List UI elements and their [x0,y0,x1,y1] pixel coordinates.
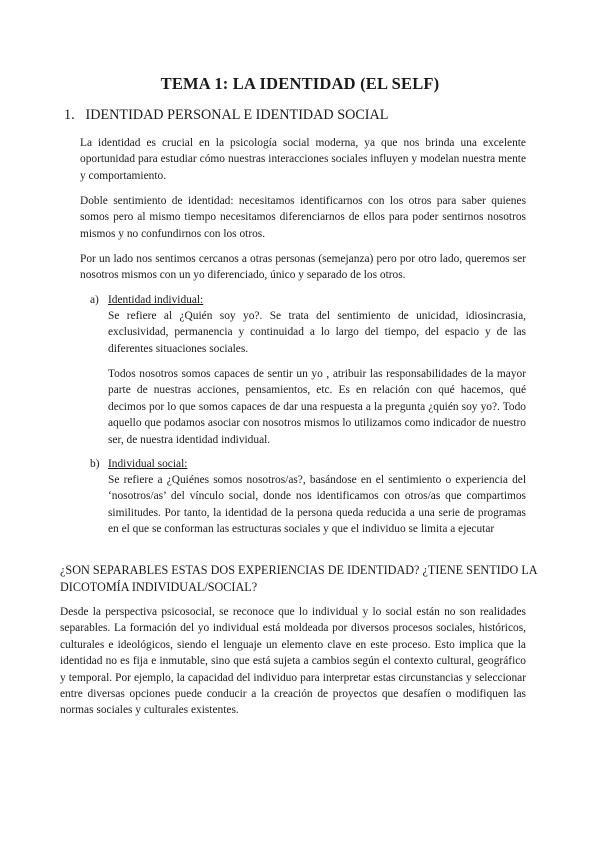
subsection-a-marker: a) [90,294,99,306]
subsection-a-paragraph-1: Se refiere al ¿Quién soy yo?. Se trata del sentimiento de unicidad, idiosincrasia, exclusividad, permanencia y continuidad a lo largo del tiempo, del espacio y de las diferentes situaciones sociales. [108,310,526,355]
subsection-a-title: Identidad individual: [108,294,204,306]
question-heading: ¿SON SEPARABLES ESTAS DOS EXPERIENCIAS DE IDENTIDAD? ¿TIENE SENTIDO LA DICOTOMÍA INDIVIDUAL/SOCIAL? [60,563,537,594]
section-number: 1. [64,107,75,123]
intro-paragraph-3: Por un lado nos sentimos cercanos a otras personas (semejanza) pero por otro lado, queremos ser nosotros mismos con un yo diferenciado, único y separado de los otros. [80,253,526,282]
subsection-b-heading [90,456,188,472]
closing-paragraph: Desde la perspectiva psicosocial, se reconoce que lo individual y lo social están no son realidades separables. La formación del yo individual está moldeada por diversos procesos sociales, históricos, culturales e ideológicos, siendo el lenguaje un elemento clave en este proceso. Esto implica que la identidad no es fija e inmutable, sino que está sujeta a cambios según el contexto cultural, geográfico y temporal. Por ejemplo, la capacidad del individuo para interpretar estas circunstancias y seleccionar entre diversas opciones puede conducir a la creación de proyectos que desafíen o modifiquen las normas sociales y culturales existentes. [60,606,526,717]
subsection-b-title: Individual social: [108,458,188,470]
subsection-a-heading [90,292,204,308]
document-title: TEMA 1: LA IDENTIDAD (EL SELF) [160,74,440,93]
intro-paragraph-2: Doble sentimiento de identidad: necesitamos identificarnos con los otros para saber quienes somos pero al mismo tiempo necesitamos diferenciarnos de ellos para poder sentirnos nosotros mismos y no confundirnos con los otros. [80,195,526,240]
subsection-b-paragraph-1: Se refiere a ¿Quiénes somos nosotros/as?, basándose en el sentimiento o experiencia del ‘nosotros/as’ del vínculo social, donde nos identificamos con otros/as que compartimos similitudes. Por tanto, la identidad de la persona queda reducida a una serie de programas en el que se conforman las estructuras sociales y que el individuo se limita a ejecutar [108,474,526,536]
intro-paragraph-1: La identidad es crucial en la psicología social moderna, ya que nos brinda una excelente oportunidad para estudiar cómo nuestras interacciones sociales influyen y modelan nuestra mente y comportamiento. [80,137,526,182]
subsection-b-marker: b) [90,458,100,470]
section-heading [64,107,388,124]
subsection-a-paragraph-2: Todos nosotros somos capaces de sentir un yo , atribuir las responsabilidades de la mayor parte de nuestras acciones, pensamientos, etc. Es en relación con qué hacemos, qué decimos por lo que somos capaces de dar una respuesta a la pregunta ¿quién soy yo?. Todo aquello que podamos asociar con nosotros mismos lo utilizamos como indicador de nuestro ser, de nuestra identidad individual. [108,368,526,446]
section-heading-text: IDENTIDAD PERSONAL E IDENTIDAD SOCIAL [85,107,389,123]
